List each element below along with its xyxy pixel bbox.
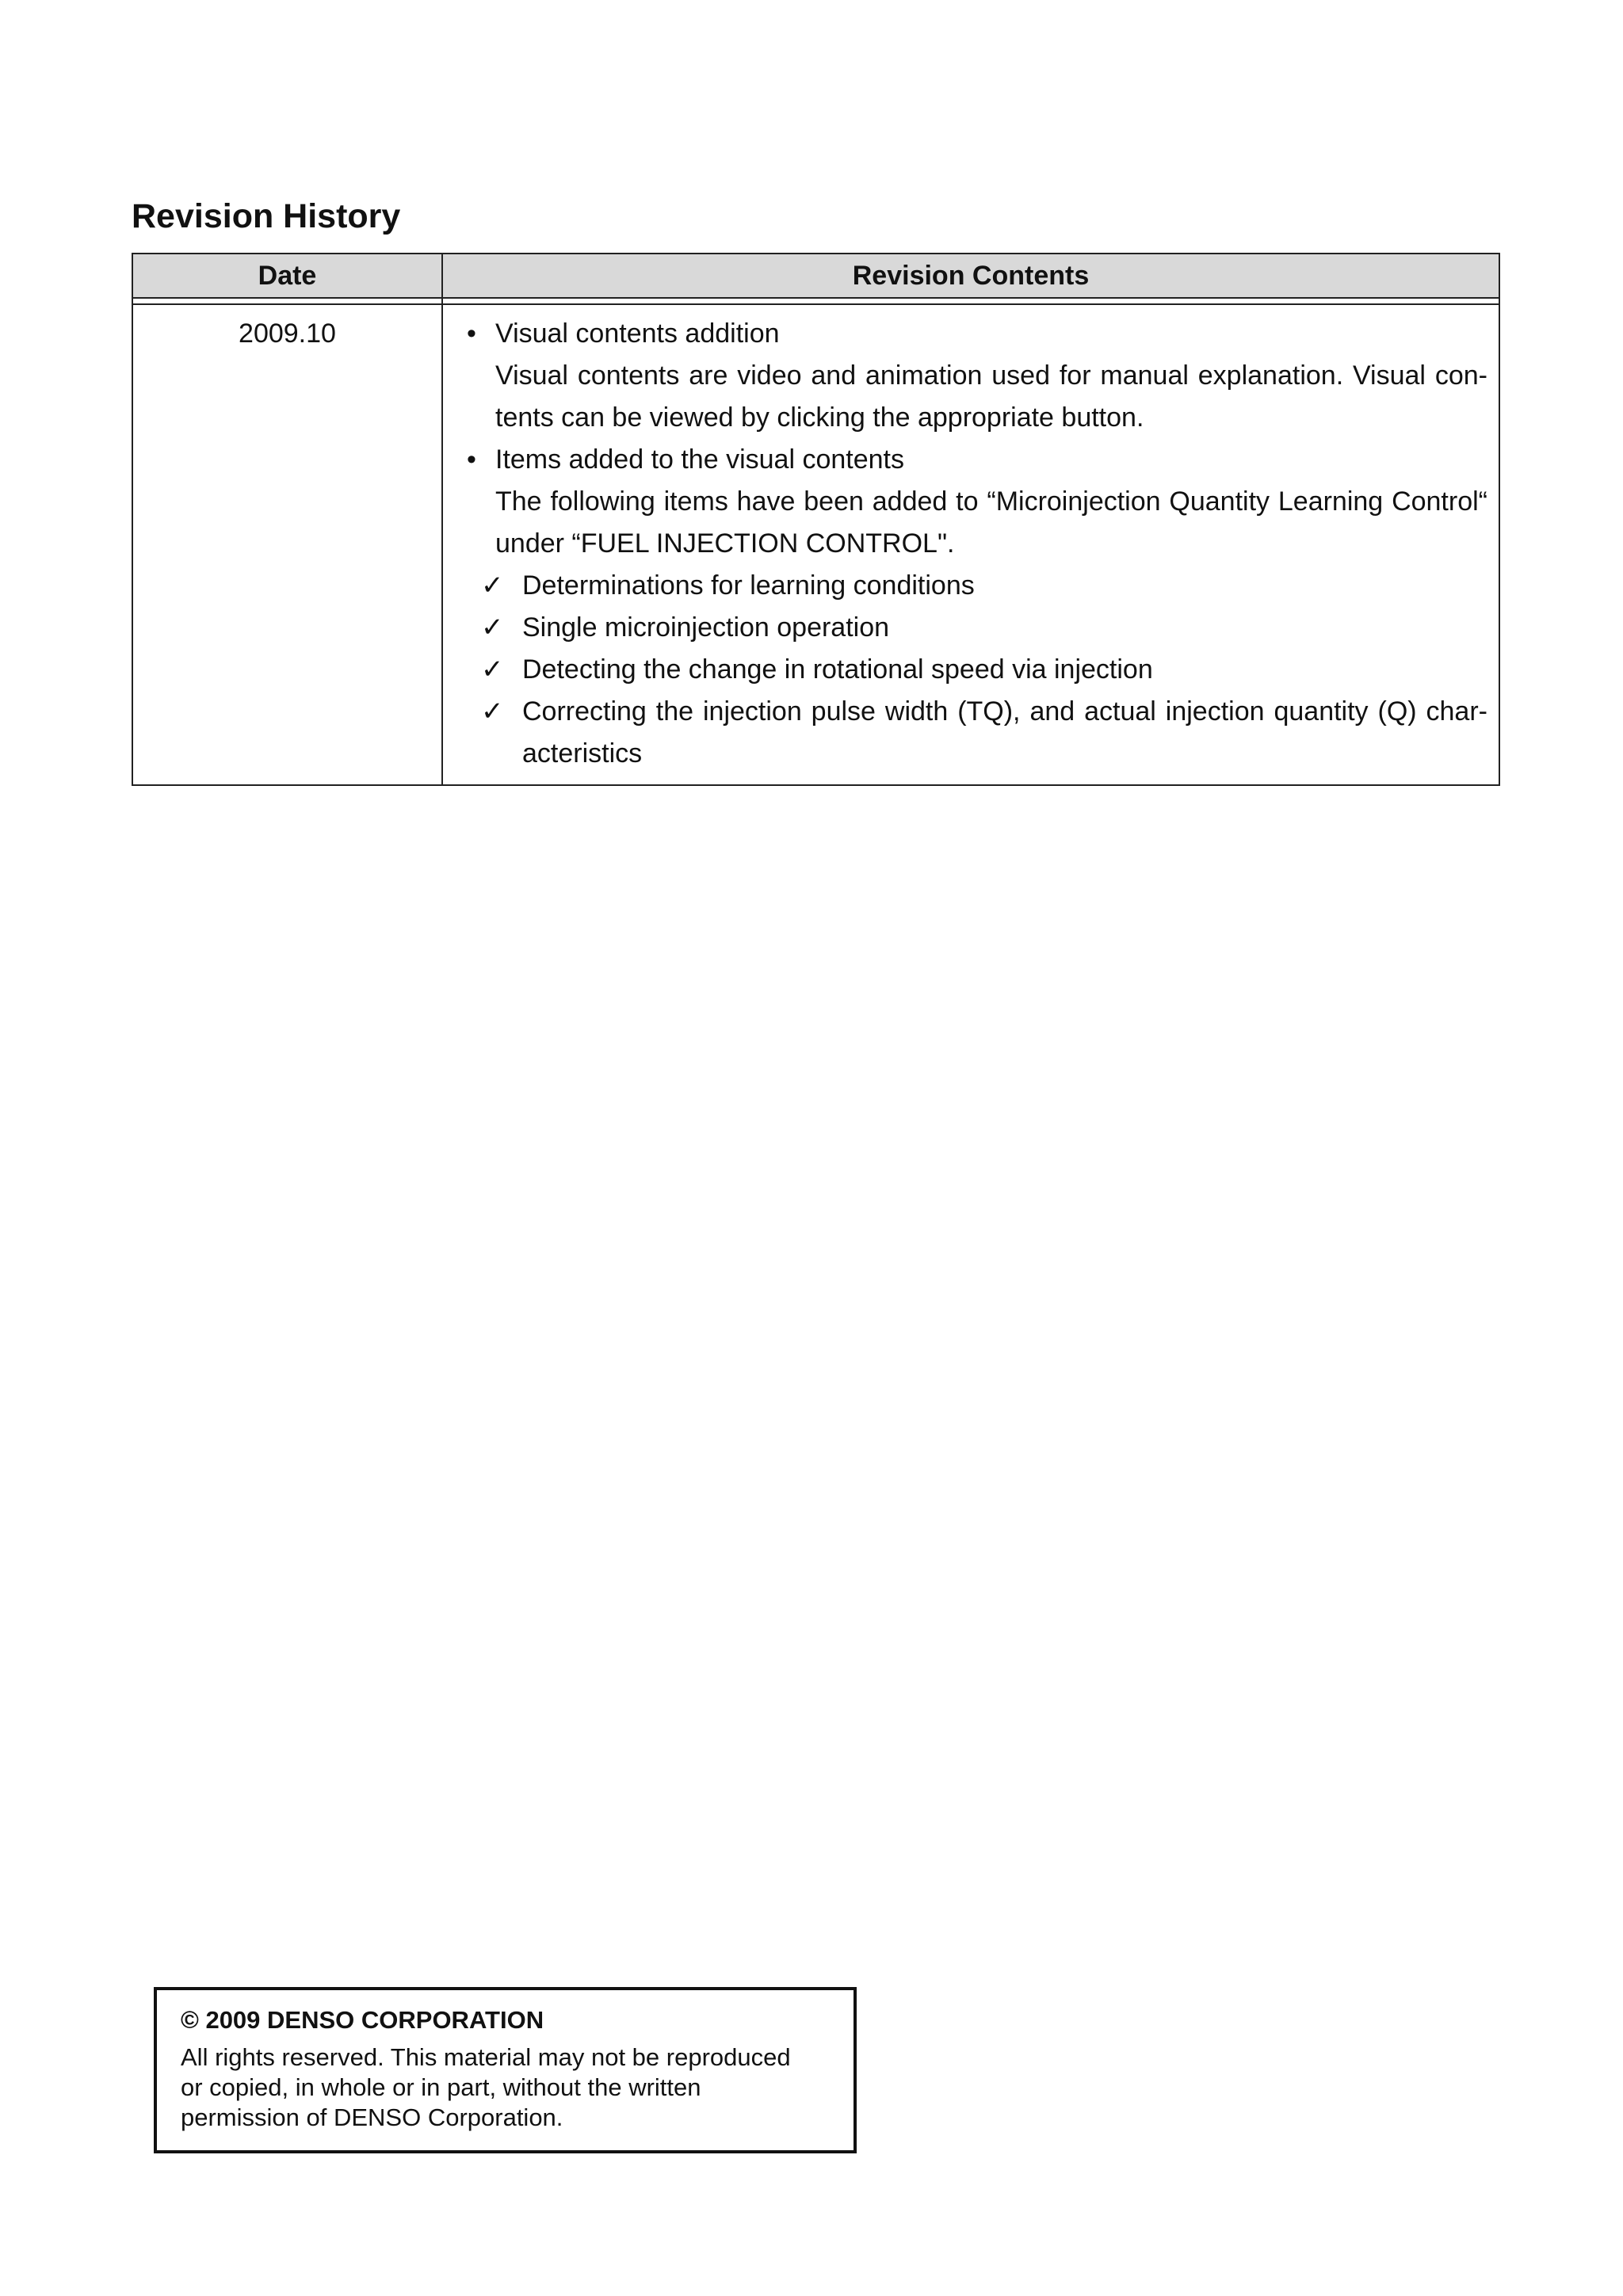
revision-date: 2009.10 xyxy=(133,305,443,784)
copyright-title: © 2009 DENSO CORPORATION xyxy=(181,2006,544,2034)
checklist-item-text: Detecting the change in rotational speed via injection xyxy=(522,654,1153,685)
bullet-icon: • xyxy=(467,318,476,349)
contents-column-header: Revision Contents xyxy=(852,260,1090,291)
checkmark-icon: ✓ xyxy=(481,612,504,643)
checklist-item xyxy=(467,649,1487,691)
checklist-item-text: Determinations for learning conditions xyxy=(522,570,975,601)
checklist-item xyxy=(467,607,1487,649)
bullet-item xyxy=(467,313,1487,439)
copyright-text: All rights reserved. This material may not be reproduced or copied, in whole or in part, without the written permission of DENSO Corporation. xyxy=(181,2043,791,2132)
page-title: Revision History xyxy=(132,197,401,235)
header-divider xyxy=(133,299,1499,305)
table-row xyxy=(133,305,1499,784)
revision-contents xyxy=(443,305,1499,784)
date-column-header: Date xyxy=(133,254,443,297)
checkmark-icon: ✓ xyxy=(481,654,504,685)
bullet-title: Visual contents addition xyxy=(495,318,780,349)
copyright-notice xyxy=(154,1987,857,2153)
checkmark-icon: ✓ xyxy=(481,696,504,727)
checklist-item xyxy=(467,691,1487,775)
revision-table xyxy=(132,253,1500,786)
bullet-icon: • xyxy=(467,444,476,475)
bullet-description: Visual contents are video and animation used for manual explanation. Visual con-tents can be viewed by clicking the appropriate button. xyxy=(495,360,1487,433)
bullet-description: The following items have been added to “Microinjection Quantity Learning Control“ under “FUEL INJECTION CONTROL". xyxy=(495,486,1487,559)
checklist-item-text: Single microinjection operation xyxy=(522,612,890,643)
checklist-item-text: Correcting the injection pulse width (TQ), and actual injection quantity (Q) char-acteristics xyxy=(522,696,1487,769)
checklist-item xyxy=(467,565,1487,607)
bullet-item xyxy=(467,439,1487,565)
table-header-row xyxy=(133,254,1499,299)
bullet-title: Items added to the visual contents xyxy=(495,444,904,475)
checkmark-icon: ✓ xyxy=(481,570,504,601)
